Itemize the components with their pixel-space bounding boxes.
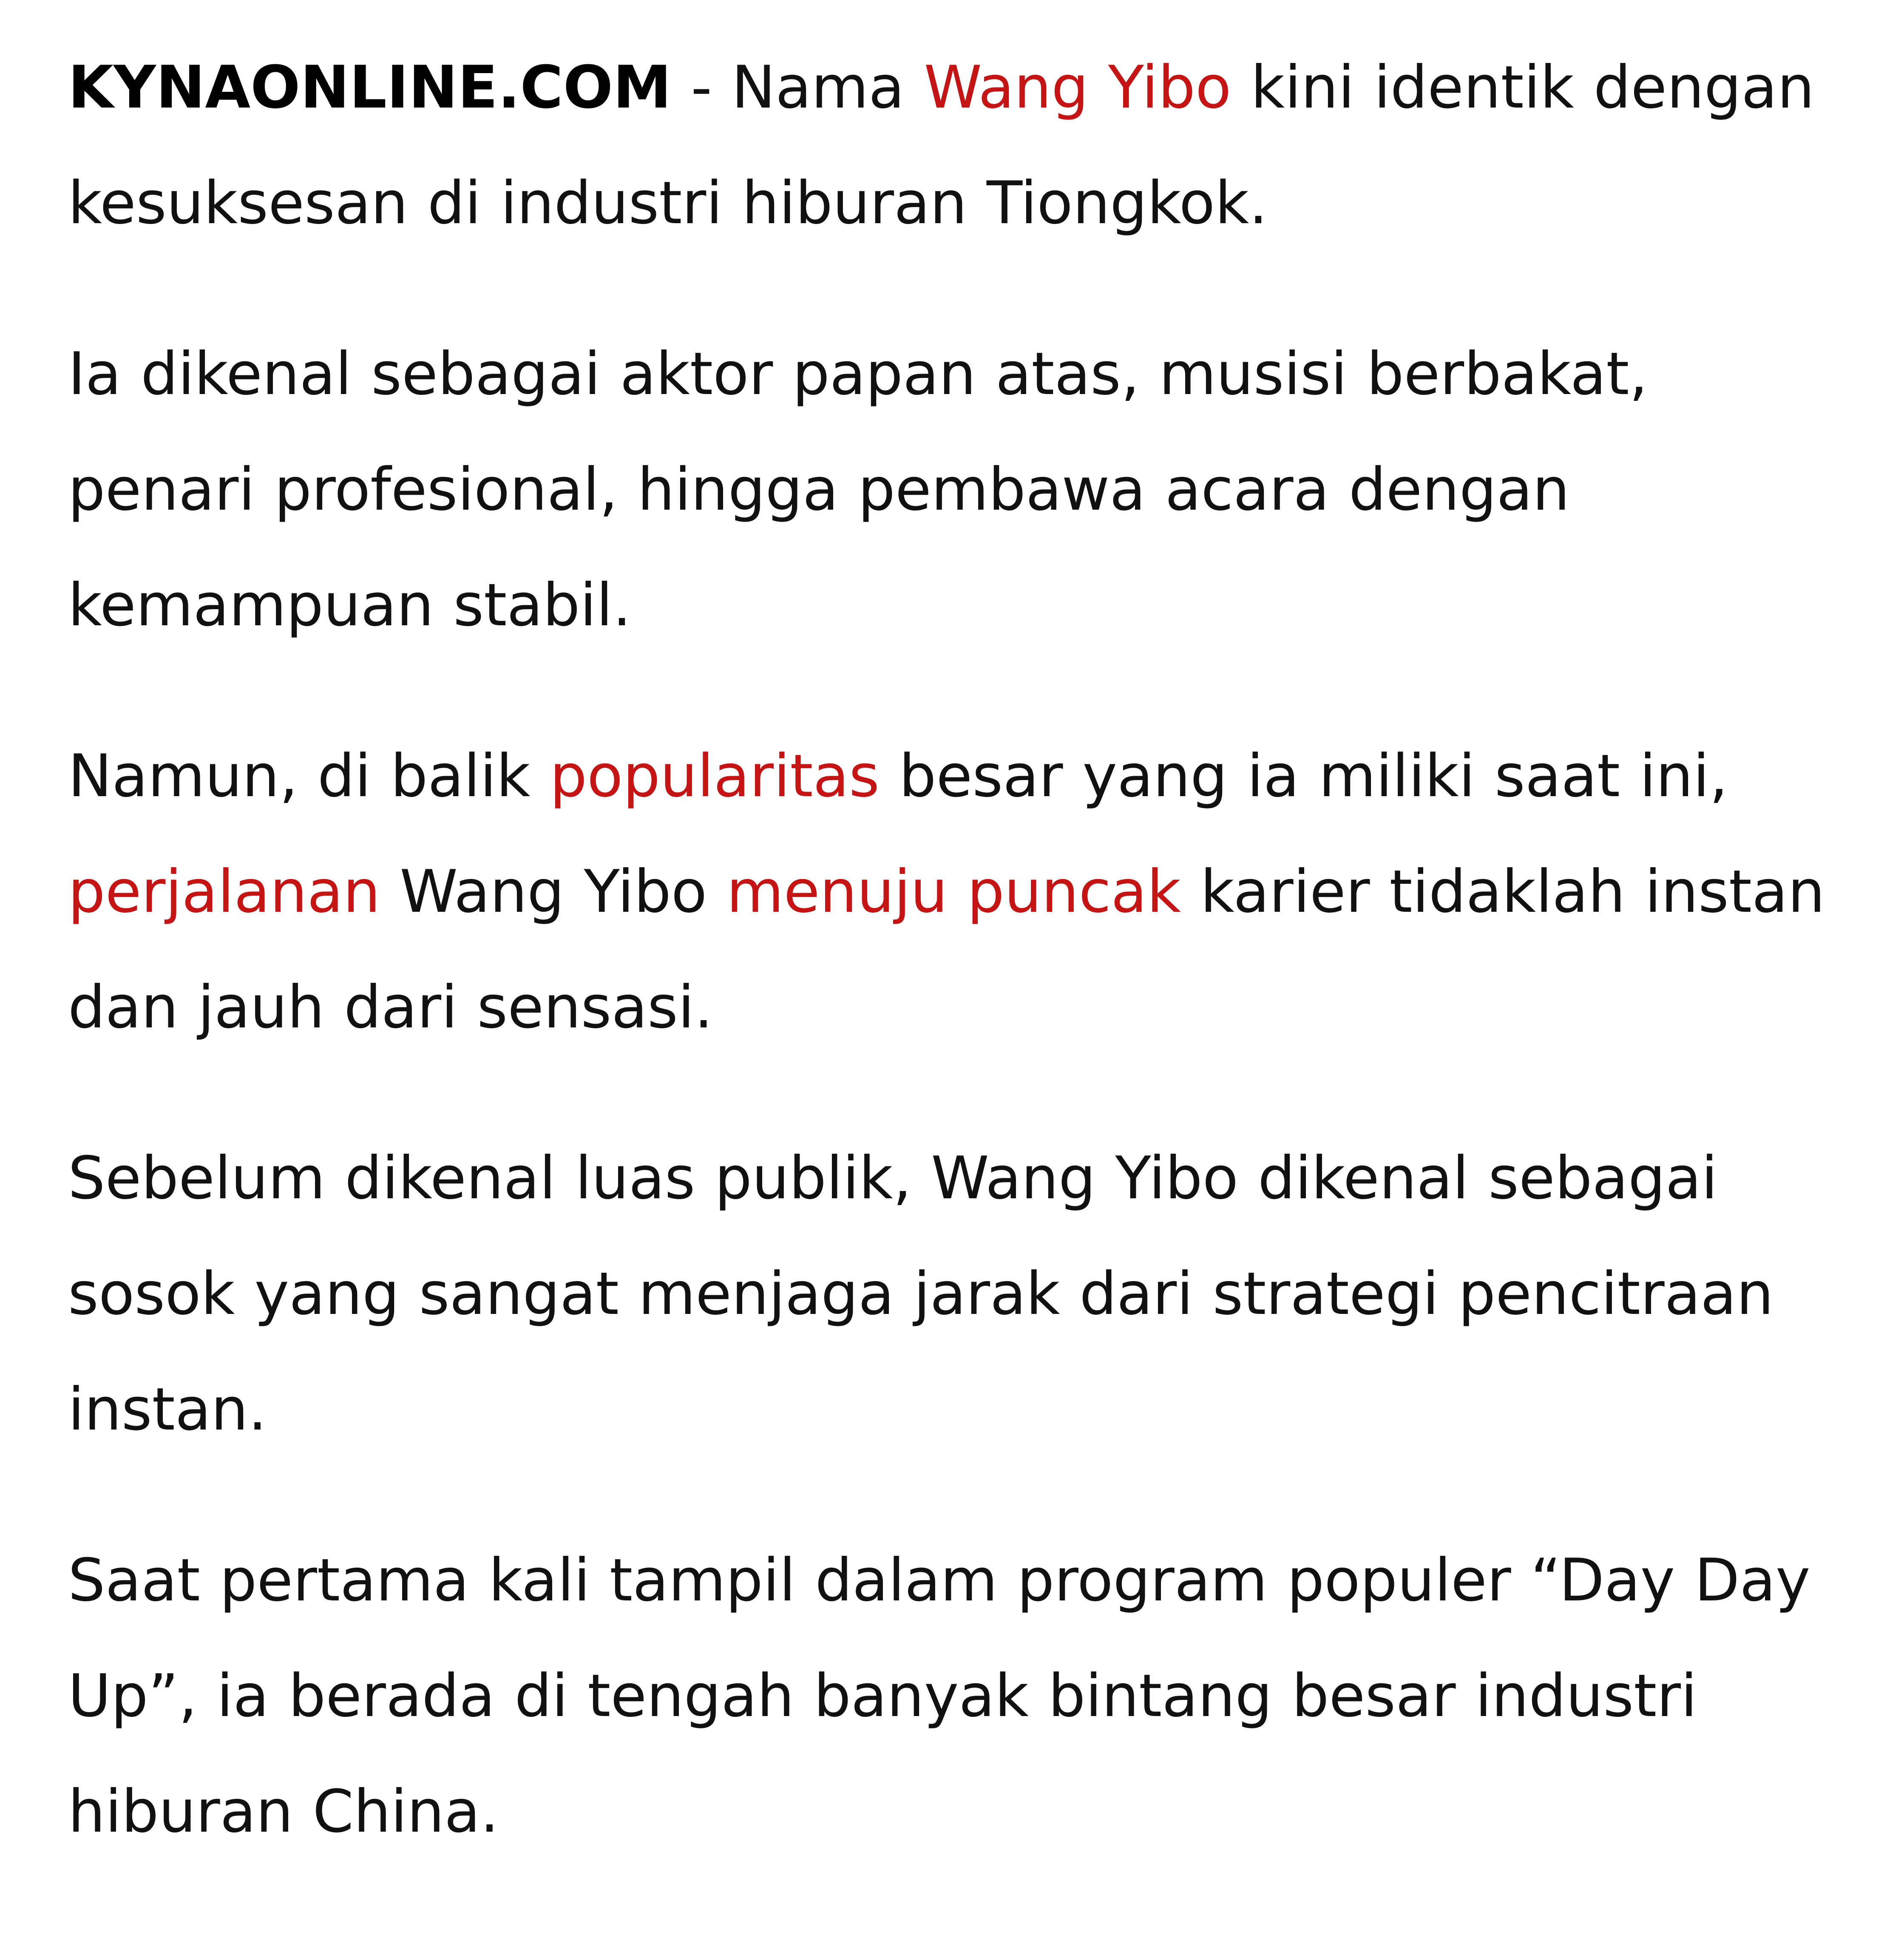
paragraph-5: Saat pertama kali tampil dalam program populer “Day Day Up”, ia berada di tengah banyak bintang besar industri hiburan China. — [68, 1546, 1810, 1846]
p3-text-2: besar yang ia miliki saat ini, — [879, 742, 1728, 810]
source-label: KYNAONLINE.COM — [68, 53, 672, 122]
paragraph-4: Sebelum dikenal luas publik, Wang Yibo dikenal sebagai sosok yang sangat menjaga jarak dari strategi pencitraan instan. — [68, 1144, 1774, 1444]
link-popularitas[interactable]: popularitas — [550, 742, 880, 810]
p3-text-4: karier tidaklah instan dan jauh dari sensasi. — [68, 857, 1825, 1041]
link-wang-yibo[interactable]: Wang Yibo — [924, 53, 1231, 122]
link-perjalanan[interactable]: perjalanan — [68, 857, 380, 926]
article-body — [68, 30, 1845, 1869]
paragraph-2: Ia dikenal sebagai aktor papan atas, musisi berbakat, penari profesional, hingga pembawa acara dengan kemampuan stabil. — [68, 340, 1648, 639]
p3-text-3: Wang Yibo — [380, 857, 727, 926]
paragraph-3 — [68, 718, 1845, 1065]
intro-rest-text: kini identik dengan kesuksesan di industri hiburan Tiongkok. — [68, 53, 1815, 237]
p3-text-1: Namun, di balik — [68, 742, 550, 810]
paragraph-intro — [68, 30, 1845, 261]
intro-text: - Nama — [671, 53, 924, 122]
link-menuju-puncak[interactable]: menuju puncak — [726, 857, 1181, 926]
